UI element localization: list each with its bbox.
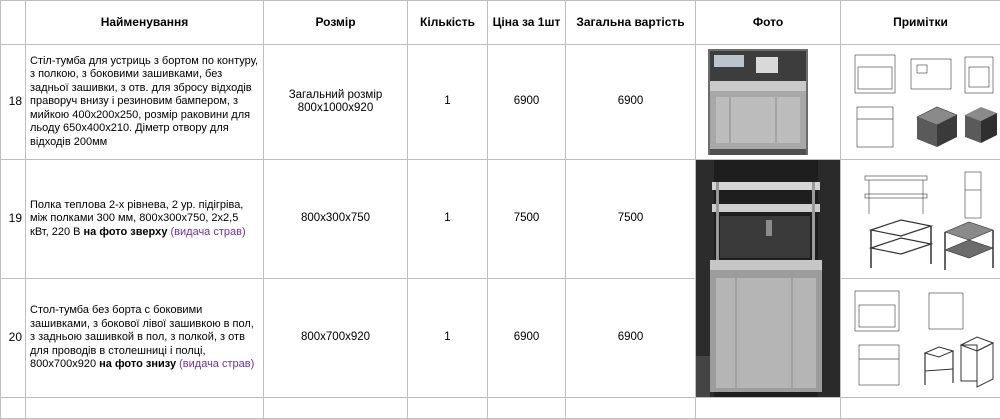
header-price[interactable]: Ціна за 1шт — [488, 1, 566, 45]
item-photo[interactable] — [696, 398, 841, 419]
item-total[interactable]: 7500 — [566, 160, 696, 279]
item-size[interactable] — [264, 398, 408, 419]
item-name-emphasis: на фото зверху — [84, 226, 168, 238]
item-qty[interactable] — [408, 398, 488, 419]
item-price[interactable] — [488, 398, 566, 419]
item-photo[interactable] — [696, 160, 841, 398]
item-price[interactable]: 6900 — [488, 279, 566, 398]
item-qty[interactable]: 1 — [408, 45, 488, 160]
header-name[interactable]: Найменування — [26, 1, 264, 45]
item-size[interactable]: 800х700х920 — [264, 279, 408, 398]
row-number[interactable]: 20 — [1, 279, 26, 398]
row-number[interactable] — [1, 398, 26, 419]
item-qty[interactable]: 1 — [408, 160, 488, 279]
header-qty[interactable]: Кількість — [408, 1, 488, 45]
item-drawing[interactable] — [841, 45, 1000, 160]
header-photo[interactable]: Фото — [696, 1, 841, 45]
item-total[interactable]: 6900 — [566, 45, 696, 160]
item-qty[interactable]: 1 — [408, 279, 488, 398]
item-name-text: Стол-тумба без борта с боковими зашивками, з бокової лівої зашивкою в пол, з задньою зашивкой в пол, з полкой, з отв для проводів в столешниці і полці, 800х700х920 — [30, 304, 254, 370]
item-name[interactable] — [26, 160, 264, 279]
item-name-text: Полка теплова 2-х рівнева, 2 ур. підігріва, між полками 300 мм, 800х300х750, 2х2,5 кВт, 220 В — [30, 199, 243, 238]
technical-drawing — [841, 279, 1000, 397]
item-name-emphasis: на фото знизу — [99, 358, 176, 370]
header-total[interactable]: Загальна вартість — [566, 1, 696, 45]
header-num[interactable] — [1, 1, 26, 45]
item-drawing[interactable] — [841, 160, 1000, 279]
item-photo[interactable] — [696, 45, 841, 160]
item-name-note: (видача страв) — [167, 226, 245, 238]
item-price[interactable]: 7500 — [488, 160, 566, 279]
item-size[interactable]: Загальний розмір 800х1000х920 — [264, 45, 408, 160]
item-total[interactable]: 6900 — [566, 279, 696, 398]
item-size[interactable]: 800х300х750 — [264, 160, 408, 279]
row-number[interactable]: 19 — [1, 160, 26, 279]
table-row — [1, 160, 1000, 279]
technical-drawing — [841, 45, 1000, 159]
header-size[interactable]: Розмір — [264, 1, 408, 45]
table-row — [1, 398, 1000, 419]
header-row — [1, 1, 1000, 45]
item-name[interactable]: Стіл-тумба для устриць з бортом по контуру, з полкою, з боковими зашивками, без задньої зашивки, з отв. для збросу відходів праворуч внизу і резиновим бампером, з мийкою 400х200х250, розмір раковини для льоду 650х400х210. Діметр отвору для відходів 200мм — [26, 45, 264, 160]
item-name[interactable] — [26, 398, 264, 419]
item-drawing[interactable] — [841, 398, 1000, 419]
row-number[interactable]: 18 — [1, 45, 26, 160]
item-name-note: (видача страв) — [176, 358, 254, 370]
header-notes[interactable]: Примітки — [841, 1, 1000, 45]
item-total[interactable] — [566, 398, 696, 419]
item-drawing[interactable] — [841, 279, 1000, 398]
steel-counter-photo — [696, 45, 841, 159]
technical-drawing — [841, 160, 1000, 278]
item-name[interactable] — [26, 279, 264, 398]
table-row — [1, 279, 1000, 398]
table-row — [1, 45, 1000, 160]
heated-shelf-and-counter-photo — [696, 160, 841, 397]
item-price[interactable]: 6900 — [488, 45, 566, 160]
